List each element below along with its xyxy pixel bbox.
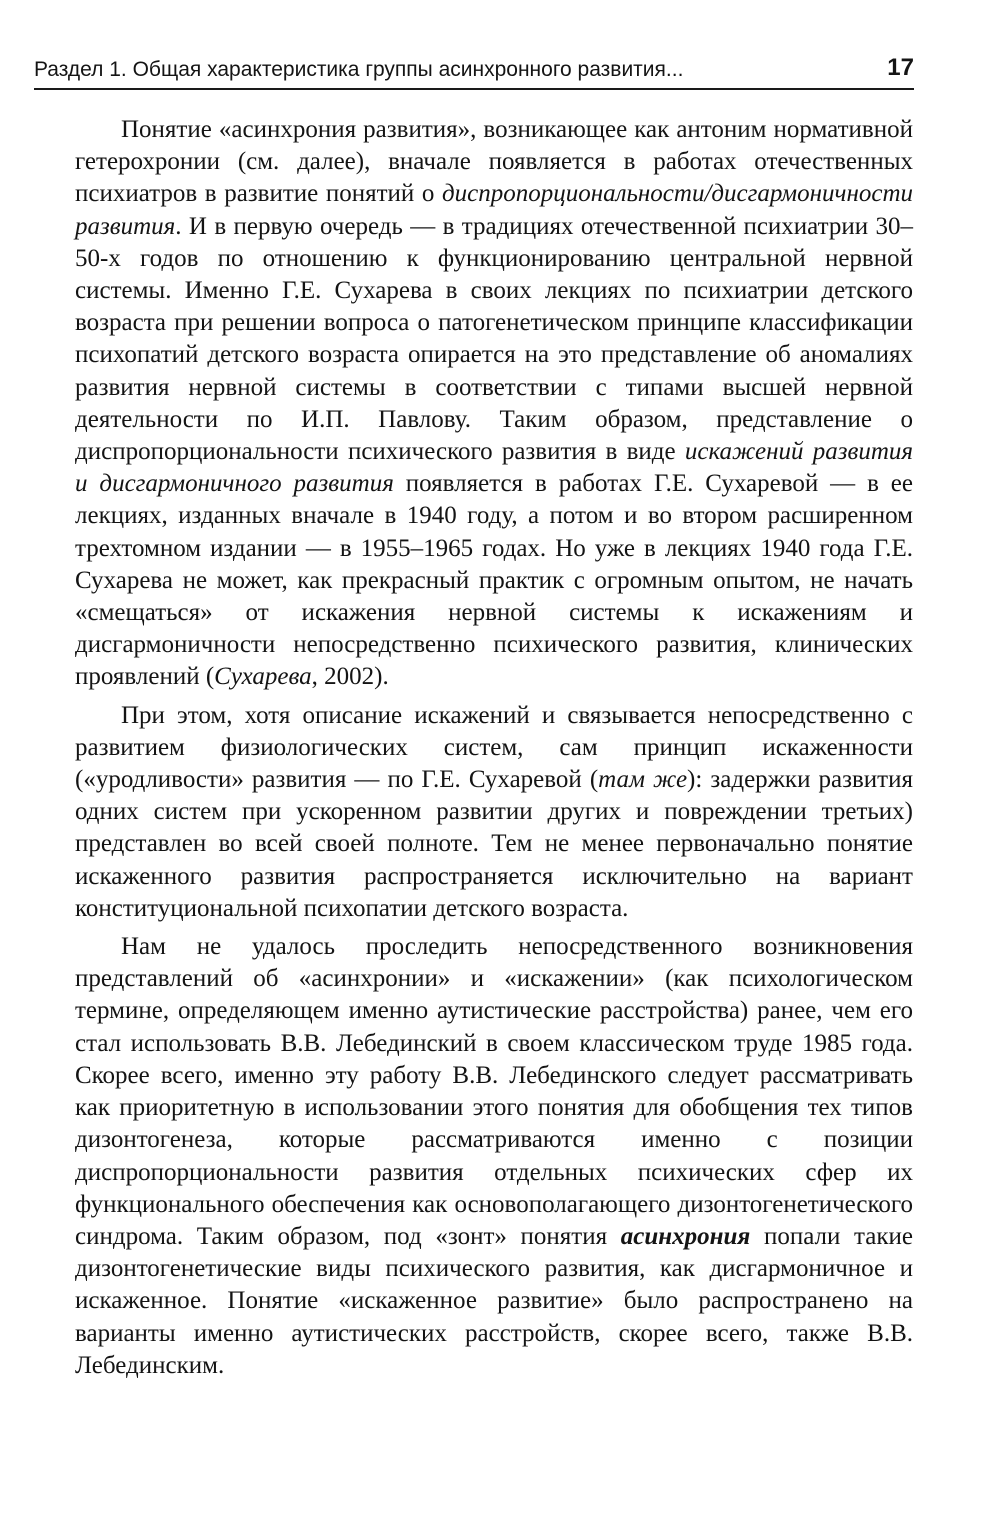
text-run: появляется в работах Г.Е. Сухаревой — в ее лекциях, изданных вначале в 1940 году, а потом и во втором расширенном трехтомном издании — в 1955–1965 годах. Но уже в лекциях 1940 года Г.Е. Сухарева не может, как прекрасный практик с огромным опытом, не начать «смещаться» от искажения нервной системы к искажениям и дисгармоничности непосредственно психического развития, клинических проявлений (	[75, 470, 913, 691]
text-run: При этом, хотя описание искажений и связывается непосредственно с развитием физиологических систем, сам принцип искаженности («уродливости» развития — по Г.Е. Сухаревой (	[75, 701, 913, 794]
paragraph-3	[75, 931, 913, 1382]
text-run: Нам не удалось проследить непосредственного возникновения представлений об «асинхронии» и «искажении» (как психологическом термине, определяющем именно аутистические расстройства) ранее, чем его стал использовать В.В. Лебединский в своем классическом труде 1985 года. Скорее всего, именно эту работу В.В. Лебединского следует рассматривать как приоритетную в использовании этого понятия для обобщения тех типов дизонтогенеза, которые рассматриваются именно с позиции диспропорциональности развития отдельных психических сфер их функционального обеспечения как основополагающего дизонтогенетического синдрома. Таким образом, под «зонт» понятия	[75, 933, 913, 1250]
text-run: попали такие дизонтогенетические виды психического развития, как дисгармоничное и искаженное. Понятие «искаженное развитие» было распространено на варианты именно аутистических расстройств, скорее всего, также В.В. Лебединским.	[75, 1222, 913, 1379]
paragraph-2	[75, 700, 913, 925]
running-title: Раздел 1. Общая характеристика группы асинхронного развития...	[34, 58, 684, 81]
text-run: , 2002).	[311, 663, 389, 691]
text-run: Понятие «асинхрония развития», возникающее как антоним нормативной гетерохронии (см. далее), вначале появляется в работах отечественных психиатров в развитие понятий о	[75, 116, 913, 208]
bold-italic-term: асинхрония	[620, 1222, 751, 1250]
text-run: ): задержки развития одних систем при ускоренном развитии других и повреждении третьих) представлен во всей своей полноте. Тем не менее первоначально понятие искаженного развития распространяется исключительно на вариант конституциональной психопатии детского возраста.	[75, 766, 913, 922]
italic-term: там же	[598, 766, 688, 794]
running-header	[34, 48, 914, 90]
citation-author: Сухарева	[214, 663, 312, 691]
italic-term: диспропорциональности/дисгармоничности развития	[75, 180, 913, 240]
page-number: 17	[887, 54, 914, 81]
paragraph-1	[75, 114, 913, 694]
text-run: . И в первую очередь — в традициях отечественной психиатрии 30–50-х годов по отношению к функционированию центральной нервной системы. Именно Г.Е. Сухарева в своих лекциях по психиатрии детского возраста при решении вопроса о патогенетическом принципе классификации психопатий детского возраста опирается на это представление об аномалиях развития нервной системы в соответствии с типами высшей нервной деятельности по И.П. Павлову. Таким образом, представление о диспропорциональности психического развития в виде	[75, 212, 913, 466]
page-body	[75, 114, 913, 1388]
italic-term: искажений развития и дисгармоничного развития	[75, 438, 914, 498]
